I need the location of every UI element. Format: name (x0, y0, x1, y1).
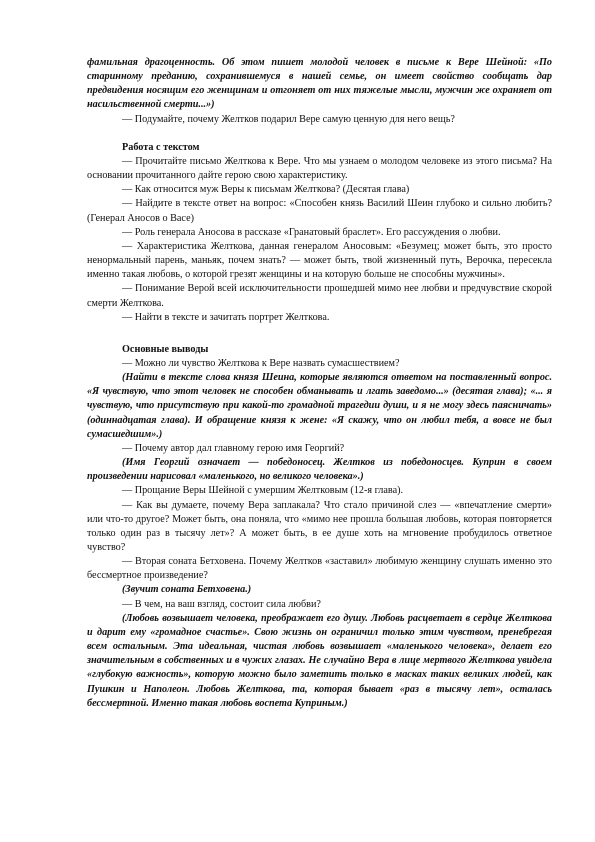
answer: (Звучит соната Бетховена.) (122, 584, 252, 596)
task-item: — Прочитайте письмо Желткова к Вере. Что мы узнаем о молодом человеке из этого письма? На основании прочитанного дайте герою свою характеристику. (87, 155, 552, 182)
task-item: — Найти в тексте и зачитать портрет Желткова. (122, 311, 330, 323)
section-heading-text-work: Работа с текстом (122, 141, 200, 153)
task-item: — Характеристика Желткова, данная генералом Аносовым: «Безумец; может быть, это просто ненормальный парень, маньяк, почем знать? — может быть, твой жизненный путь, Верочка, пересекла именно такая любовь, о которой грезят женщины и на которую больше не способны мужчины». (87, 240, 552, 281)
answer: (Любовь возвышает человека, преображает его душу. Любовь расцветает в сердце Желткова и дарит ему «громадное счастье». Свою жизнь он ограничил только этим чувством, пренебрегая всем остальным. Эта идеальная, чистая любовь возвышает «маленького человека», делает его значительным в собственных и в чужих глазах. Не случайно Вера в лице мертвого Желткова увидела «глубокую важность», которую можно было заметить только в масках таких великих людей, как Пушкин и Наполеон. Любовь Желткова, та, которая бывает «раз в тысячу лет», осталась бессмертной. Именно такая любовь воспета Куприным.) (87, 612, 552, 709)
answer: (Имя Георгий означает — победоносец. Желтков из победоносцев. Куприн в своем произведении нарисовал «маленького, но великого человека».) (87, 457, 552, 483)
question: — Вторая соната Бетховена. Почему Желтков «заставил» любимую женщину слушать именно это бессмертное произведение? (87, 556, 552, 582)
section-heading-conclusions: Основные выводы (122, 343, 209, 355)
answer: (Найти в тексте слова князя Шеина, которые являются ответом на поставленный вопрос. «Я чувствую, что этот человек не способен обманывать и лгать заведомо...» (десятая глава); «... я чувствую, что присутствую при какой-то громадной трагедии души, и я не могу здесь паясничать» (одиннадцатая глава). И обращение князя к жене: «Я скажу, что он любил тебя, а вовсе не был сумасшедшим».) (87, 372, 552, 440)
task-item: — Понимание Верой всей исключительности прошедшей мимо нее любви и предчувствие скорой смерти Желткова. (87, 283, 552, 309)
question: — Прощание Веры Шейной с умершим Желтковым (12-я глава). (122, 485, 404, 497)
task-item: — Найдите в тексте ответ на вопрос: «Способен князь Василий Шеин глубоко и сильно любить? (Генерал Аносов о Васе) (87, 198, 552, 224)
intro-quote: фамильная драгоценность. Об этом пишет молодой человек в письме к Вере Шейной: «По старинному преданию, сохранившемуся в нашей семье, он имеет свойство сообщать дар предвидения носящим его женщинам и отгоняет от них тяжелые мысли, мужчин же охраняет от насильственной смерти...») (87, 57, 552, 111)
question: — Почему автор дал главному герою имя Георгий? (122, 442, 345, 454)
intro-question: — Подумайте, почему Желтков подарил Вере самую ценную для него вещь? (122, 113, 455, 125)
question: — Можно ли чувство Желткова к Вере назвать сумасшествием? (122, 357, 400, 369)
question: — Как вы думаете, почему Вера заплакала? Что стало причиной слез — «впечатление смерти» или что-то другое? Может быть, она поняла, что «мимо нее прошла большая любовь, которая повторяется только один раз в тысячу лет»? А может быть, в ее душе хоть на мгновение пробудилось ответное чувство? (87, 499, 552, 553)
task-item: — Роль генерала Аносова в рассказе «Гранатовый браслет». Его рассуждения о любви. (122, 226, 501, 238)
question: — В чем, на ваш взгляд, состоит сила любви? (122, 598, 321, 610)
task-item: — Как относится муж Веры к письмам Желткова? (Десятая глава) (122, 184, 410, 196)
document-page (87, 56, 552, 711)
